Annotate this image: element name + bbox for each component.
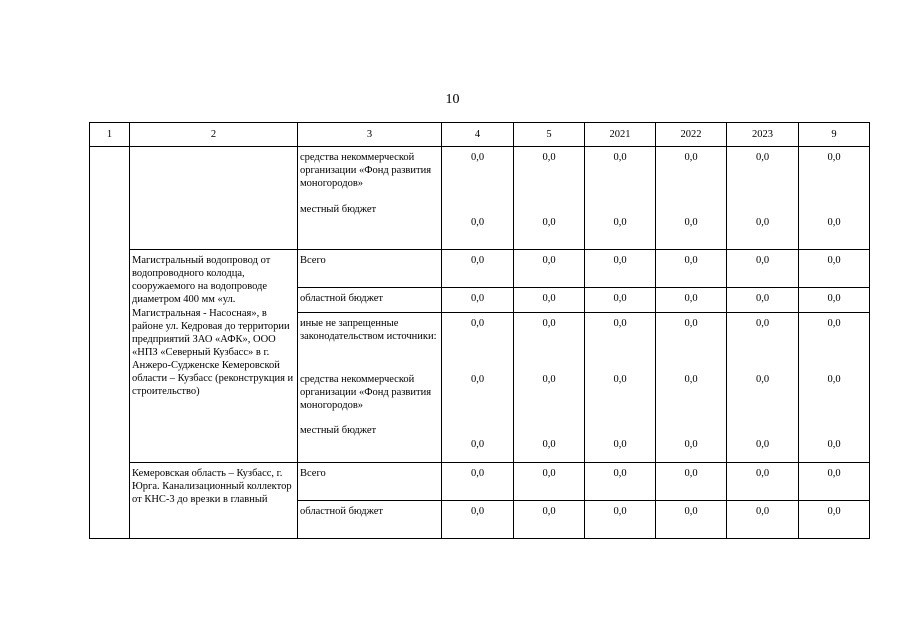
value-cell: 0,0 <box>514 250 585 288</box>
value-cell: 0,0 <box>656 313 727 369</box>
value: 0,0 <box>470 438 485 450</box>
page-number: 10 <box>445 92 460 107</box>
column-header: 2023 <box>727 123 799 147</box>
value: 0,0 <box>755 438 770 450</box>
source-label: местный бюджет <box>300 204 377 216</box>
value-cell: 0,0 <box>656 501 727 539</box>
source-cell: Всего <box>298 250 442 288</box>
source-cell: иные не запрещенные законодательством источники: <box>298 313 442 369</box>
value-cell: 0,0 <box>514 313 585 369</box>
column-header: 2022 <box>656 123 727 147</box>
value: 0,0 <box>684 217 698 229</box>
source-label: местный бюджет <box>300 424 377 436</box>
value: 0,0 <box>755 217 770 229</box>
value: 0,0 <box>470 152 485 163</box>
object-name-cell: Магистральный водопровод от водопроводного колодца, сооружаемого на водопроводе диаметром 400 мм «ул. Магистральная - Насосная», в районе ул. Кедровая до территории предприятий ЗАО «АФК», ООО «НПЗ «Северный Кузбасс» в г. Анжеро-Судженске Кемеровской области – Кузбасс (реконструкция и строительство) <box>130 250 298 463</box>
value-cell: 0,0 <box>656 250 727 288</box>
value-cell <box>442 147 514 250</box>
table-row <box>90 250 870 288</box>
value-cell: 0,0 <box>514 463 585 501</box>
value-cell <box>514 369 585 463</box>
value-cell: 0,0 <box>585 288 656 313</box>
value: 0,0 <box>684 438 698 450</box>
value-cell: 0,0 <box>585 250 656 288</box>
value: 0,0 <box>542 152 556 163</box>
value: 0,0 <box>755 373 770 385</box>
value-cell: 0,0 <box>442 501 514 539</box>
source-label: средства некоммерческой организации «Фонд развития моногородов» <box>300 152 432 190</box>
value-cell: 0,0 <box>799 501 870 539</box>
value-cell: 0,0 <box>442 463 514 501</box>
table-row <box>90 463 870 501</box>
value-cell <box>442 369 514 463</box>
value-cell: 0,0 <box>799 288 870 313</box>
value-cell <box>585 147 656 250</box>
source-cell <box>298 147 442 250</box>
value-cell: 0,0 <box>727 250 799 288</box>
source-cell: областной бюджет <box>298 501 442 539</box>
row-number-cell <box>90 147 130 539</box>
object-name-cell: Кемеровская область – Кузбасс, г. Юрга. Канализационный коллектор от КНС-3 до врезки в главный <box>130 463 298 539</box>
value: 0,0 <box>827 152 841 163</box>
value-cell: 0,0 <box>727 288 799 313</box>
value-cell <box>514 147 585 250</box>
value: 0,0 <box>542 438 556 450</box>
column-header: 3 <box>298 123 442 147</box>
budget-table <box>89 122 870 539</box>
header-row <box>90 123 870 147</box>
value-cell <box>585 369 656 463</box>
value-cell <box>727 369 799 463</box>
column-header: 4 <box>442 123 514 147</box>
value: 0,0 <box>613 438 627 450</box>
value-cell: 0,0 <box>442 313 514 369</box>
value-cell: 0,0 <box>727 501 799 539</box>
value-cell: 0,0 <box>442 250 514 288</box>
value: 0,0 <box>613 373 627 385</box>
table-row <box>90 147 870 250</box>
value-cell <box>656 147 727 250</box>
value: 0,0 <box>684 373 698 385</box>
value-cell <box>799 147 870 250</box>
column-header: 5 <box>514 123 585 147</box>
value: 0,0 <box>684 152 698 163</box>
value-cell <box>656 369 727 463</box>
column-header: 1 <box>90 123 130 147</box>
value-cell: 0,0 <box>585 313 656 369</box>
value-cell: 0,0 <box>727 313 799 369</box>
column-header: 9 <box>799 123 870 147</box>
value: 0,0 <box>613 152 627 163</box>
value-cell: 0,0 <box>585 501 656 539</box>
source-cell <box>298 369 442 463</box>
value-cell: 0,0 <box>727 463 799 501</box>
value-cell <box>727 147 799 250</box>
value: 0,0 <box>827 438 841 450</box>
object-name-cell <box>130 147 298 250</box>
value-cell: 0,0 <box>799 313 870 369</box>
source-label: средства некоммерческой организации «Фонд развития моногородов» <box>300 373 432 411</box>
column-header: 2021 <box>585 123 656 147</box>
value: 0,0 <box>542 373 556 385</box>
value-cell: 0,0 <box>656 463 727 501</box>
value-cell: 0,0 <box>799 463 870 501</box>
value-cell <box>799 369 870 463</box>
value: 0,0 <box>827 217 841 229</box>
value-cell: 0,0 <box>656 288 727 313</box>
column-header: 2 <box>130 123 298 147</box>
value-cell: 0,0 <box>514 501 585 539</box>
value-cell: 0,0 <box>514 288 585 313</box>
value-cell: 0,0 <box>585 463 656 501</box>
value-cell: 0,0 <box>442 288 514 313</box>
value: 0,0 <box>613 217 627 229</box>
source-cell: областной бюджет <box>298 288 442 313</box>
value: 0,0 <box>827 373 841 385</box>
value: 0,0 <box>470 373 485 385</box>
value: 0,0 <box>470 217 485 229</box>
value-cell: 0,0 <box>799 250 870 288</box>
value: 0,0 <box>542 217 556 229</box>
value: 0,0 <box>755 152 770 163</box>
source-cell: Всего <box>298 463 442 501</box>
